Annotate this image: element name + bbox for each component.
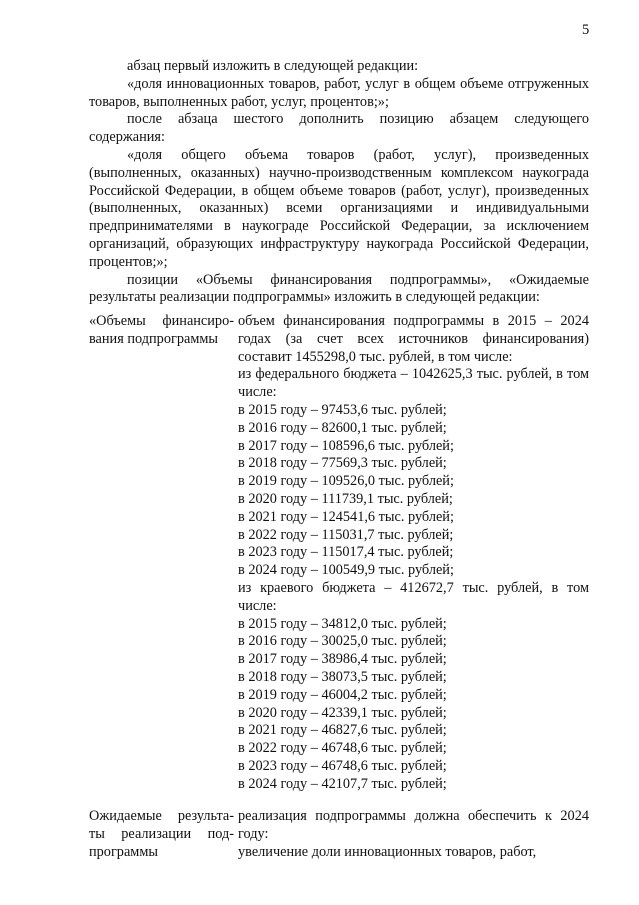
federal-year-item: в 2018 году – 77569,3 тыс. рублей; xyxy=(238,455,447,472)
regional-year-item: в 2017 году – 38986,4 тыс. рублей; xyxy=(238,651,447,668)
expected-line: реализация подпрограммы должна обеспечить к 2024 году: xyxy=(238,808,589,842)
federal-year-item: в 2024 году – 100549,9 тыс. рублей; xyxy=(238,562,454,579)
paragraph-1: абзац первый изложить в следующей редакции: xyxy=(127,58,419,74)
federal-year-item: в 2021 году – 124541,6 тыс. рублей; xyxy=(238,508,454,525)
paragraph-5: позиции «Объемы финансирования подпрограммы», «Ожидаемые результаты реализации подпрограммы» изложить в следующей редакции: xyxy=(89,271,589,306)
regional-year-item: в 2022 году – 46748,6 тыс. рублей; xyxy=(238,740,447,757)
federal-year-item: в 2016 году – 82600,1 тыс. рублей; xyxy=(238,419,447,436)
regional-year-item: в 2019 году – 46004,2 тыс. рублей; xyxy=(238,686,447,703)
financing-summary: объем финансирования подпрограммы в 2015 – 2024 годах (за счет всех источников финансирования) составит 1455298,0 тыс. рублей, в том числе: xyxy=(238,313,589,365)
page-number: 5 xyxy=(582,22,590,38)
regional-year-item: в 2015 году – 34812,0 тыс. рублей; xyxy=(238,615,447,632)
paragraph-2: «доля инновационных товаров, работ, услуг в общем объеме отгруженных товаров, выполненных работ, услуг, процентов;»; xyxy=(89,75,589,110)
financing-content xyxy=(238,313,589,794)
regional-year-item: в 2024 году – 42107,7 тыс. рублей; xyxy=(238,775,447,792)
regional-year-item: в 2018 году – 38073,5 тыс. рублей; xyxy=(238,668,447,685)
financing-label: «Объемы финансиро-вания подпрограммы xyxy=(89,313,234,347)
amendment-text xyxy=(89,58,589,307)
federal-year-item: в 2019 году – 109526,0 тыс. рублей; xyxy=(238,473,454,490)
expected-results-label: Ожидаемые результа-ты реализации под-программы xyxy=(89,808,234,860)
federal-year-list xyxy=(238,402,589,580)
federal-year-item: в 2017 году – 108596,6 тыс. рублей; xyxy=(238,437,454,454)
regional-year-list xyxy=(238,616,589,794)
federal-year-item: в 2023 году – 115017,4 тыс. рублей; xyxy=(238,544,454,561)
regional-year-item: в 2016 году – 30025,0 тыс. рублей; xyxy=(238,633,447,650)
federal-year-item: в 2020 году – 111739,1 тыс. рублей; xyxy=(238,490,453,507)
expected-results-content xyxy=(238,808,589,861)
federal-year-item: в 2015 году – 97453,6 тыс. рублей; xyxy=(238,401,447,418)
regional-year-item: в 2021 году – 46827,6 тыс. рублей; xyxy=(238,722,447,739)
paragraph-4: «доля общего объема товаров (работ, услуг), произведенных (выполненных, оказанных) научно-производственным комплексом наукограда Российской Федерации, в общем объеме товаров (работ, услуг), произведенных (выполненных, оказанных) всеми организациями и индивидуальными предпринимателями в наукограде Российской Федерации, за исключением организаций, образующих инфраструктуру наукограда Российской Федерации, процентов;»; xyxy=(89,146,589,270)
expected-line: увеличение доли инновационных товаров, работ, xyxy=(238,843,537,860)
federal-year-item: в 2022 году – 115031,7 тыс. рублей; xyxy=(238,526,454,543)
regional-budget-intro: из краевого бюджета – 412672,7 тыс. рублей, в том числе: xyxy=(238,579,589,614)
federal-budget-intro: из федерального бюджета – 1042625,3 тыс. рублей, в том числе: xyxy=(238,366,589,401)
regional-year-item: в 2023 году – 46748,6 тыс. рублей; xyxy=(238,757,447,774)
regional-year-item: в 2020 году – 42339,1 тыс. рублей; xyxy=(238,704,447,721)
paragraph-3: после абзаца шестого дополнить позицию абзацем следующего содержания: xyxy=(89,111,589,146)
